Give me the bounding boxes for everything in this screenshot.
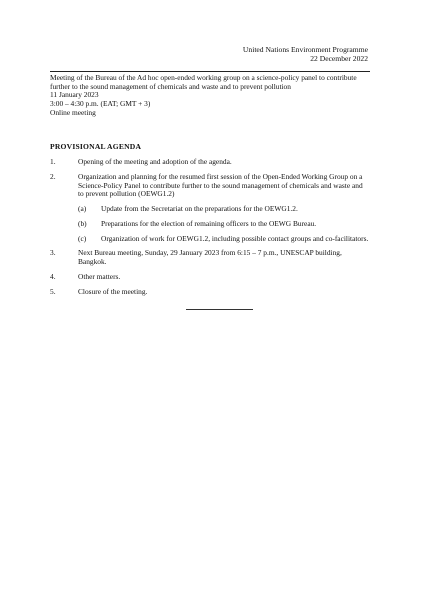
agenda-item-text: Organization and planning for the resumed first session of the Open-Ended Working Group on a Science-Policy Panel to contribute further to the sound management of chemicals and waste and to prevent pollution (OEWG1.2) xyxy=(78,171,363,199)
header-divider xyxy=(50,71,370,72)
agenda-item-number: 5. xyxy=(50,286,56,296)
agenda-item xyxy=(50,288,370,297)
document-date: 22 December 2022 xyxy=(310,54,368,64)
agenda-item-text: Other matters. xyxy=(78,271,121,281)
agenda-item-text: Opening of the meeting and adoption of the agenda. xyxy=(78,157,232,166)
agenda-item-number: 3. xyxy=(50,248,56,258)
agenda-subitem-text: Update from the Secretariat on the preparations for the OEWG1.2. xyxy=(101,203,298,213)
agenda-item-text: Closure of the meeting. xyxy=(78,286,148,296)
agenda-subitem-text: Organization of work for OEWG1.2, including possible contact groups and co-facilitators. xyxy=(101,233,369,243)
agenda-subitem-number: (a) xyxy=(78,203,87,213)
agenda-subitem-number: (b) xyxy=(78,218,87,228)
agenda-item-number: 4. xyxy=(50,271,56,281)
agenda-item-number: 2. xyxy=(50,171,56,181)
agenda-item xyxy=(50,273,370,282)
header-block xyxy=(243,45,368,64)
meeting-info xyxy=(50,74,370,118)
agenda-item xyxy=(50,173,370,243)
organization-name: United Nations Environment Programme xyxy=(242,45,368,54)
meeting-format: Online meeting xyxy=(50,107,96,117)
meeting-title: Meeting of the Bureau of the Ad hoc open-ended working group on a science-policy panel to contribute further to the sound management of chemicals and waste and to prevent pollution xyxy=(50,73,357,91)
agenda-list xyxy=(50,158,370,302)
agenda-subitem-text: Preparations for the election of remaining officers to the OEWG Bureau. xyxy=(101,218,317,228)
agenda-subitem xyxy=(78,220,370,229)
end-of-document-rule xyxy=(186,309,253,310)
agenda-item-text: Next Bureau meeting, Sunday, 29 January 2023 from 6:15 – 7 p.m., UNESCAP building, Bangkok. xyxy=(78,248,342,266)
agenda-subitem xyxy=(78,205,370,214)
agenda-subitem xyxy=(78,235,370,244)
meeting-time: 3:00 – 4:30 p.m. (EAT; GMT + 3) xyxy=(50,99,151,109)
agenda-heading: PROVISIONAL AGENDA xyxy=(50,142,142,151)
agenda-item xyxy=(50,249,370,266)
agenda-item xyxy=(50,158,370,167)
agenda-subitem-number: (c) xyxy=(78,233,87,243)
agenda-item-number: 1. xyxy=(50,157,56,166)
agenda-subitems xyxy=(78,205,370,243)
meeting-date: 11 January 2023 xyxy=(50,90,99,100)
